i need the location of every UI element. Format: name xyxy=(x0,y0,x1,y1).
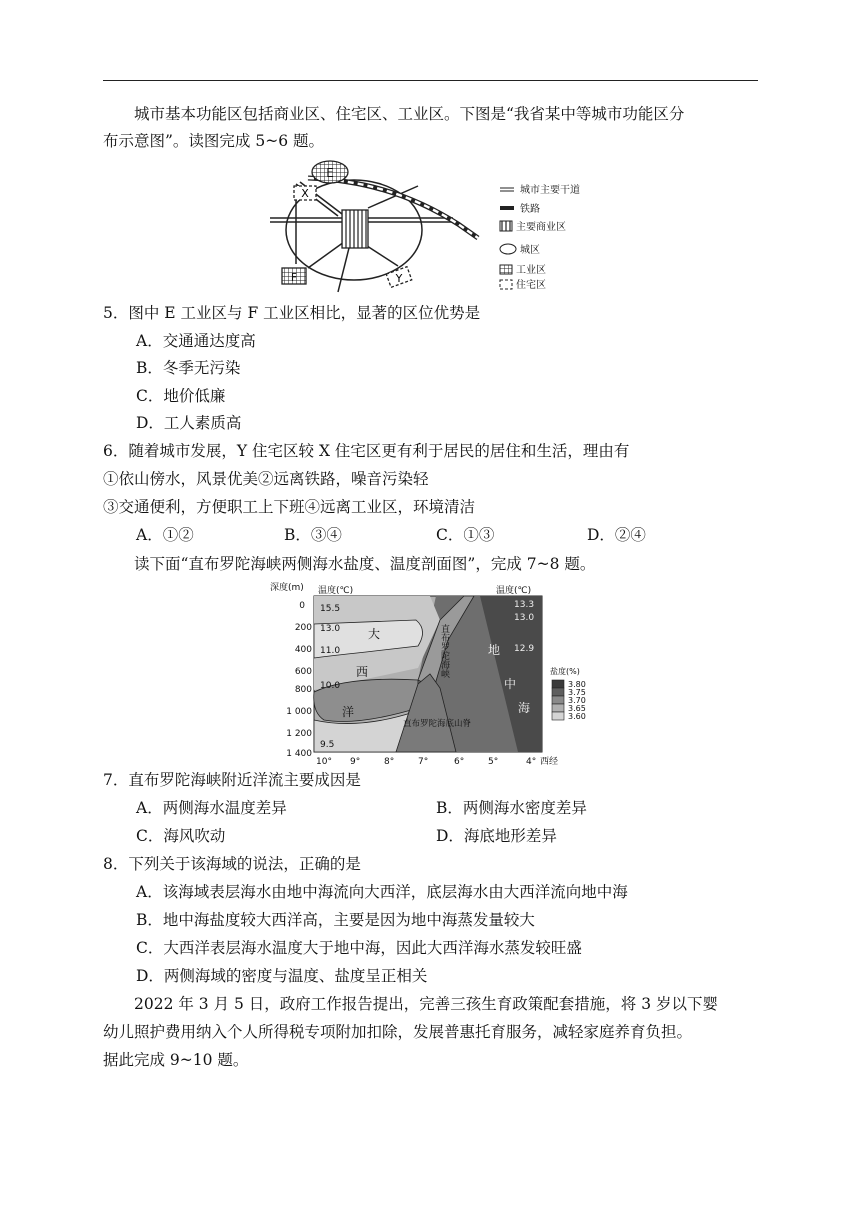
commercial-district xyxy=(342,210,368,248)
q6-option-b: B．③④ xyxy=(284,526,342,544)
intro-line-1: 城市基本功能区包括商业区、住宅区、工业区。下图是“我省某中等城市功能区分 xyxy=(134,105,685,123)
legend-commercial: 主要商业区 xyxy=(516,222,566,233)
temp-title-left: 温度(℃) xyxy=(318,586,354,596)
label-f: F xyxy=(290,271,298,284)
q6-stem: 6．随着城市发展，Y 住宅区较 X 住宅区更有利于居民的居住和生活，理由有 xyxy=(103,442,630,460)
gibraltar-profile xyxy=(268,580,586,770)
label-e: E xyxy=(326,166,334,180)
depth-tick: 1 200 xyxy=(286,729,312,739)
legend-city: 城区 xyxy=(520,245,540,256)
intro-9-10-line-3: 据此完成 9~10 题。 xyxy=(103,1051,249,1069)
salinity-title: 盐度(%) xyxy=(550,667,580,676)
intro-line-2: 布示意图”。读图完成 5~6 题。 xyxy=(103,132,324,150)
lon-tick: 10° xyxy=(316,757,332,767)
temp-right: 13.3 xyxy=(514,600,535,610)
q8-option-b: B．地中海盐度较大西洋高，主要是因为地中海蒸发量较大 xyxy=(136,911,535,929)
q5-option-a: A．交通通达度高 xyxy=(136,332,256,350)
lon-tick: 7° xyxy=(418,757,429,767)
label-x: X xyxy=(301,187,309,200)
header-rule xyxy=(103,80,758,81)
legend-industrial: 工业区 xyxy=(516,265,546,276)
q6-line-1: ①依山傍水，风景优美②远离铁路，噪音污染轻 xyxy=(103,470,429,488)
lon-tick: 8° xyxy=(384,757,395,767)
lon-tick: 4° xyxy=(526,757,537,767)
mediterranean-label: 地 xyxy=(488,643,501,657)
legend-road: 城市主要干道 xyxy=(520,185,580,196)
strait-label: 直布罗陀海峡 xyxy=(439,624,449,678)
depth-tick: 200 xyxy=(294,623,312,633)
salinity-value: 3.60 xyxy=(568,712,586,721)
salinity-value: 3.80 xyxy=(568,680,586,689)
q6-option-c: C．①③ xyxy=(436,526,495,544)
temp-left: 11.0 xyxy=(320,646,341,656)
lon-tick: 6° xyxy=(454,757,465,767)
q6-option-a: A．①② xyxy=(136,526,194,544)
temp-right: 12.9 xyxy=(514,644,535,654)
salinity-value: 3.70 xyxy=(568,696,586,705)
lon-tick: 5° xyxy=(488,757,499,767)
mediterranean-label: 海 xyxy=(518,701,531,715)
q5-option-d: D．工人素质高 xyxy=(136,414,242,432)
q8-option-c: C．大西洋表层海水温度大于地中海，因此大西洋海水蒸发较旺盛 xyxy=(136,939,582,957)
salinity-legend xyxy=(550,666,586,721)
temp-right: 13.0 xyxy=(514,613,535,623)
depth-tick: 800 xyxy=(294,685,312,695)
q8-stem: 8．下列关于该海域的说法，正确的是 xyxy=(103,855,361,873)
depth-tick: 0 xyxy=(299,601,305,611)
legend-residential: 住宅区 xyxy=(516,280,546,291)
depth-tick: 1 000 xyxy=(286,707,312,717)
q7-stem: 7．直布罗陀海峡附近洋流主要成因是 xyxy=(103,771,361,789)
label-y: Y xyxy=(395,272,403,285)
temp-left: 10.0 xyxy=(320,681,341,691)
q8-option-d: D．两侧海域的密度与温度、盐度呈正相关 xyxy=(136,967,428,985)
depth-tick: 400 xyxy=(294,645,312,655)
atlantic-label: 大 xyxy=(368,627,381,641)
q5-option-c: C．地价低廉 xyxy=(136,387,226,405)
temp-left: 15.5 xyxy=(320,604,341,614)
q6-option-d: D．②④ xyxy=(587,526,646,544)
mediterranean-label: 中 xyxy=(504,677,517,691)
q6-line-2: ③交通便利，方便职工上下班④远离工业区，环境清洁 xyxy=(103,498,476,516)
intro-9-10-line-1: 2022 年 3 月 5 日，政府工作报告提出，完善三孩生育政策配套措施，将 3 岁以下婴 xyxy=(134,995,719,1013)
salinity-value: 3.75 xyxy=(568,688,586,697)
intro-7-8: 读下面“直布罗陀海峡两侧海水盐度、温度剖面图”，完成 7~8 题。 xyxy=(134,555,596,573)
map-legend xyxy=(500,183,580,291)
q7-option-d: D．海底地形差异 xyxy=(436,827,557,845)
q5-stem: 5．图中 E 工业区与 F 工业区相比，显著的区位优势是 xyxy=(103,304,481,322)
q7-option-b: B．两侧海水密度差异 xyxy=(436,799,587,817)
city-function-map xyxy=(268,156,598,296)
temp-left: 9.5 xyxy=(320,740,335,750)
atlantic-label: 西 xyxy=(356,665,369,679)
depth-tick: 1 400 xyxy=(286,749,312,759)
temp-left: 13.0 xyxy=(320,624,341,634)
q5-option-b: B．冬季无污染 xyxy=(136,359,241,377)
q7-option-c: C．海风吹动 xyxy=(136,827,226,845)
intro-9-10-line-2: 幼儿照护费用纳入个人所得税专项附加扣除，发展普惠托育服务，减轻家庭养育负担。 xyxy=(103,1023,693,1041)
depth-tick: 600 xyxy=(294,667,312,677)
salinity-value: 3.65 xyxy=(568,704,586,713)
lon-unit: 西经 xyxy=(540,757,559,767)
sill-label: 直布罗陀海底山脊 xyxy=(403,719,472,729)
legend-railway: 铁路 xyxy=(520,204,540,215)
lon-tick: 9° xyxy=(350,757,361,767)
temp-title-right: 温度(℃) xyxy=(496,586,532,596)
q8-option-a: A．该海域表层海水由地中海流向大西洋，底层海水由大西洋流向地中海 xyxy=(136,883,628,901)
atlantic-label: 洋 xyxy=(342,705,355,719)
q7-option-a: A．两侧海水温度差异 xyxy=(136,799,287,817)
depth-title: 深度(m) xyxy=(270,583,304,593)
